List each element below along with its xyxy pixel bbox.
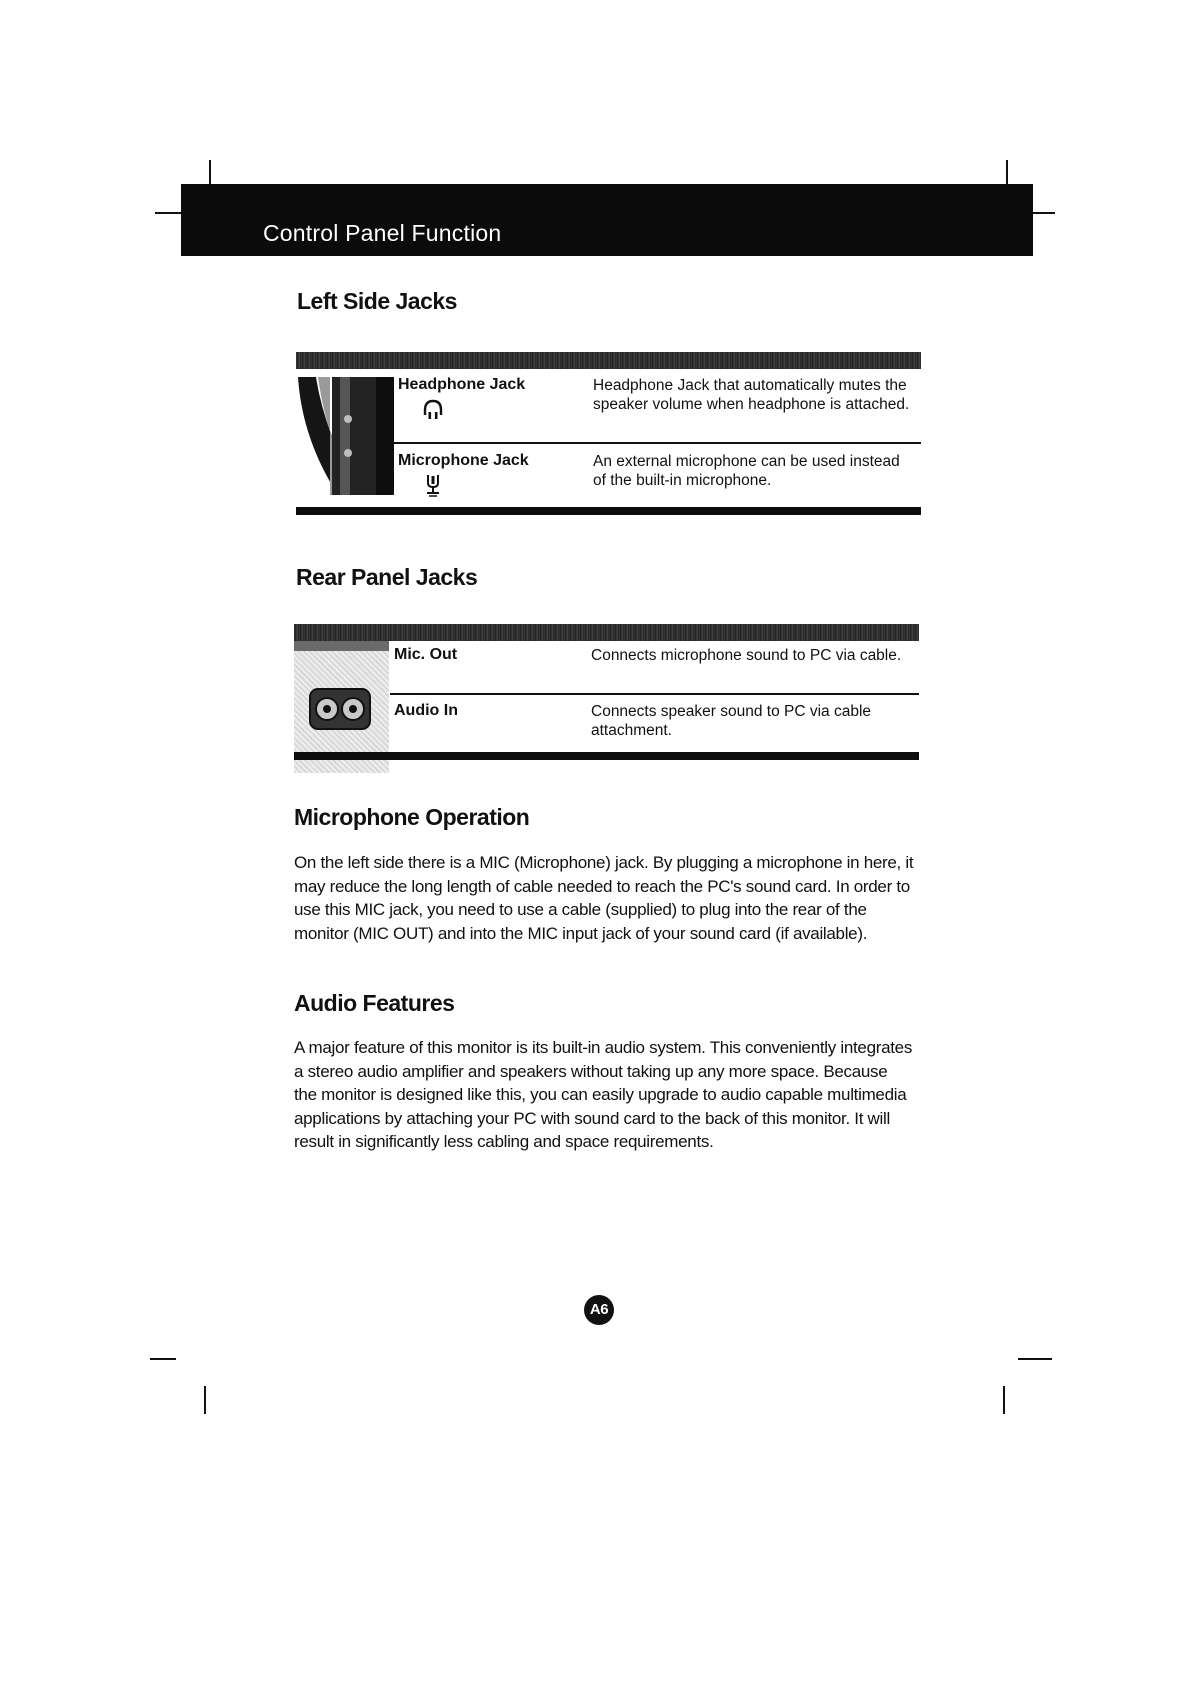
mic-out-description: Connects microphone sound to PC via cable. [591, 647, 902, 664]
table-bottom-band [294, 752, 919, 760]
headphone-jack-description: Headphone Jack that automatically mutes the speaker volume when headphone is attached. [593, 377, 910, 413]
row-divider [390, 693, 919, 695]
microphone-jack-description: An external microphone can be used instead of the built-in microphone. [593, 453, 900, 489]
audio-features-heading: Audio Features [294, 990, 455, 1016]
mic-out-label: Mic. Out [394, 646, 458, 663]
microphone-operation-heading: Microphone Operation [294, 804, 530, 830]
headphone-jack-label: Headphone Jack [398, 376, 526, 393]
crop-mark-left-bottom [150, 1358, 176, 1360]
audio-in-description: Connects speaker sound to PC via cable attachment. [591, 703, 872, 739]
row-divider [394, 442, 921, 444]
header-bar [181, 184, 1033, 256]
audio-in-label: Audio In [394, 702, 458, 719]
left-side-heading: Left Side Jacks [297, 288, 457, 314]
left-side-jacks-table [296, 352, 921, 515]
crop-mark-bottom-right [1003, 1386, 1005, 1414]
page-number-badge: A6 [584, 1295, 614, 1325]
rear-panel-heading: Rear Panel Jacks [296, 564, 478, 590]
microphone-icon [423, 473, 443, 502]
table-top-band [296, 352, 921, 369]
table-bottom-band [296, 507, 921, 515]
crop-mark-top-left [209, 160, 211, 186]
crop-mark-left-top [155, 212, 183, 214]
audio-features-text: A major feature of this monitor is its built-in audio system. This conveniently integrates a stereo audio amplifier and speakers without taking up any more space. Because the monitor is designed like this, you can easily upgrade to audio capable multimedia applications by attaching your PC with sound card to the back of this monitor. It will result in significantly less cabling and space requirements. [294, 1038, 913, 1151]
left-side-jacks-photo [296, 369, 394, 495]
crop-mark-right-bottom [1018, 1358, 1052, 1360]
microphone-operation-text: On the left side there is a MIC (Microphone) jack. By plugging a microphone in here, it may reduce the long length of cable needed to reach the PC's sound card. In order to use this MIC jack, you need to use a cable (supplied) to plug into the rear of the monitor (MIC OUT) and into the MIC input jack of your sound card (if available). [294, 853, 914, 943]
crop-mark-bottom-left [204, 1386, 206, 1414]
crop-mark-top-right [1006, 160, 1008, 186]
monitor-side-image [296, 369, 394, 495]
headphone-icon [421, 398, 445, 427]
rear-panel-jacks-table [294, 624, 919, 765]
page-title: Control Panel Function [263, 220, 502, 246]
microphone-jack-label: Microphone Jack [398, 452, 529, 469]
table-top-band [294, 624, 919, 641]
crop-mark-right-top [1033, 212, 1055, 214]
